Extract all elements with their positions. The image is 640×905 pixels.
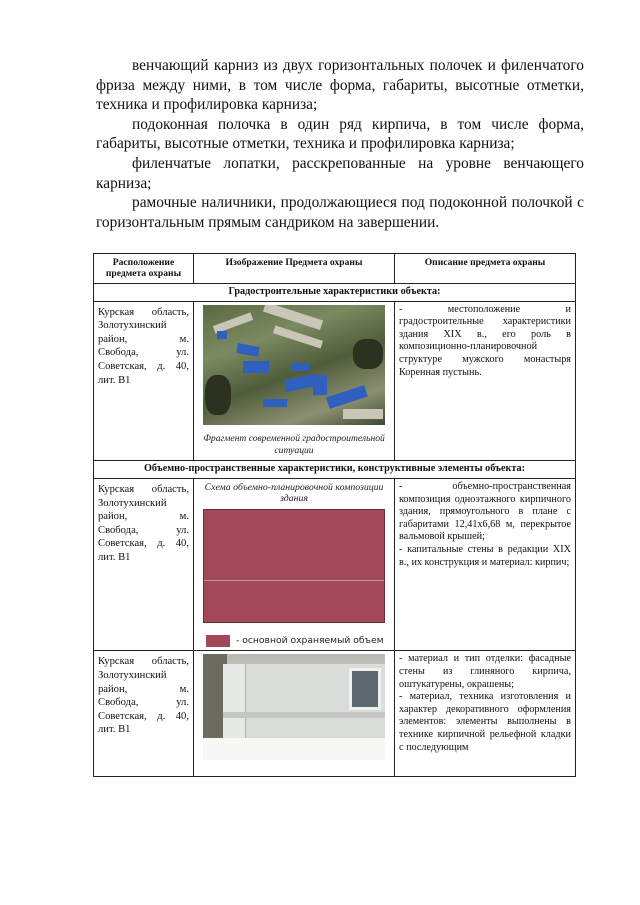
scheme-line (204, 580, 384, 581)
address-line: Курская область, (98, 484, 189, 495)
image-cell (194, 301, 395, 461)
section-title-volume: Объемно-пространственные характеристики, конструктивные элементы объекта: (94, 461, 576, 479)
scheme-title: Схема объемно-планировочной композиции здания (204, 482, 384, 505)
address-cell (94, 651, 194, 777)
address-line: лит. В1 (98, 724, 131, 736)
intro-paragraph: венчающий карниз из двух горизонтальных полочек и филенчатого фриза между ними, в том числе форма, габариты, высотные отметки, техника и профилировка карниза; (96, 57, 584, 114)
protection-table (93, 253, 576, 777)
building-scheme (203, 509, 385, 623)
legend-label: - основной охраняемый объем (236, 634, 384, 646)
address-line: Золотухинский (98, 670, 167, 681)
description-cell (395, 479, 576, 651)
image-cell (194, 651, 395, 777)
address-line: район, м. (98, 683, 189, 695)
facade-photo (203, 654, 385, 760)
description-text: - материал и тип отделки: фасадные стены из глиняного кирпича, оштукатурены, окрашены; (399, 653, 571, 690)
description-text: - материал, техника изготовления и характер декоративного оформления элементов: элементы выполнены в технике кирпичной рельефной кладки с последующим (399, 691, 571, 753)
header-location: Расположение предмета охраны (94, 254, 194, 284)
address-line: район, м. (98, 511, 189, 523)
table-row (94, 479, 576, 651)
satellite-image (203, 305, 385, 425)
address-line: лит. В1 (98, 551, 131, 563)
address-line: Курская область, (98, 306, 189, 318)
image-cell (194, 479, 395, 651)
description-cell (395, 651, 576, 777)
table-row (94, 301, 576, 461)
section-row (94, 284, 576, 302)
address-line: Курская область, (98, 656, 189, 668)
address-line: Советская, д. 40, (98, 538, 189, 550)
description-cell (395, 301, 576, 461)
scheme-legend (206, 635, 388, 648)
intro-paragraph: подоконная полочка в один ряд кирпича, в том числе форма, габариты, высотные отметки, техника и профилировка карниза; (96, 115, 584, 153)
header-description: Описание предмета охраны (395, 254, 576, 284)
address-cell (94, 301, 194, 461)
image-caption: Фрагмент современной градостроительной ситуации (203, 432, 385, 456)
address-line: Золотухинский (98, 497, 167, 509)
description-text: - местоположение и градостроительные характеристики здания XIX в., его роль в композиционно-планировочной структуре мужского монастыря Коренная пустынь. (399, 303, 571, 378)
intro-paragraph: филенчатые лопатки, расскрепованные на уровне венчающего карниза; (96, 154, 584, 192)
address-line: Свобода, ул. (98, 347, 189, 359)
header-image: Изображение Предмета охраны (194, 254, 395, 284)
table-header-row (94, 254, 576, 284)
address-line: Свобода, ул. (98, 697, 189, 709)
address-line: Советская, д. 40, (98, 710, 189, 722)
address-line: лит. В1 (98, 374, 131, 386)
description-text: - объемно-пространственная композиция одноэтажного кирпичного здания, прямоугольного в плане с габаритами 12,41х6,68 м, перекрытое вальмовой крышей; (399, 481, 571, 543)
legend-swatch (206, 635, 230, 647)
address-line: район, м. (98, 333, 189, 345)
address-line: Свобода, ул. (98, 524, 189, 536)
table-row (94, 651, 576, 777)
section-row (94, 461, 576, 479)
section-title-urban: Градостроительные характеристики объекта: (94, 284, 576, 302)
intro-paragraph: рамочные наличники, продолжающиеся под подоконной полочкой с горизонтальным прямым сандриком на завершении. (96, 194, 584, 231)
intro-text (96, 56, 584, 232)
address-line: Советская, д. 40, (98, 360, 189, 372)
address-line: Золотухинский (98, 320, 167, 332)
address-cell (94, 479, 194, 651)
description-text: - капитальные стены в редакции XIX в., их конструкция и материал: кирпич; (399, 543, 571, 568)
